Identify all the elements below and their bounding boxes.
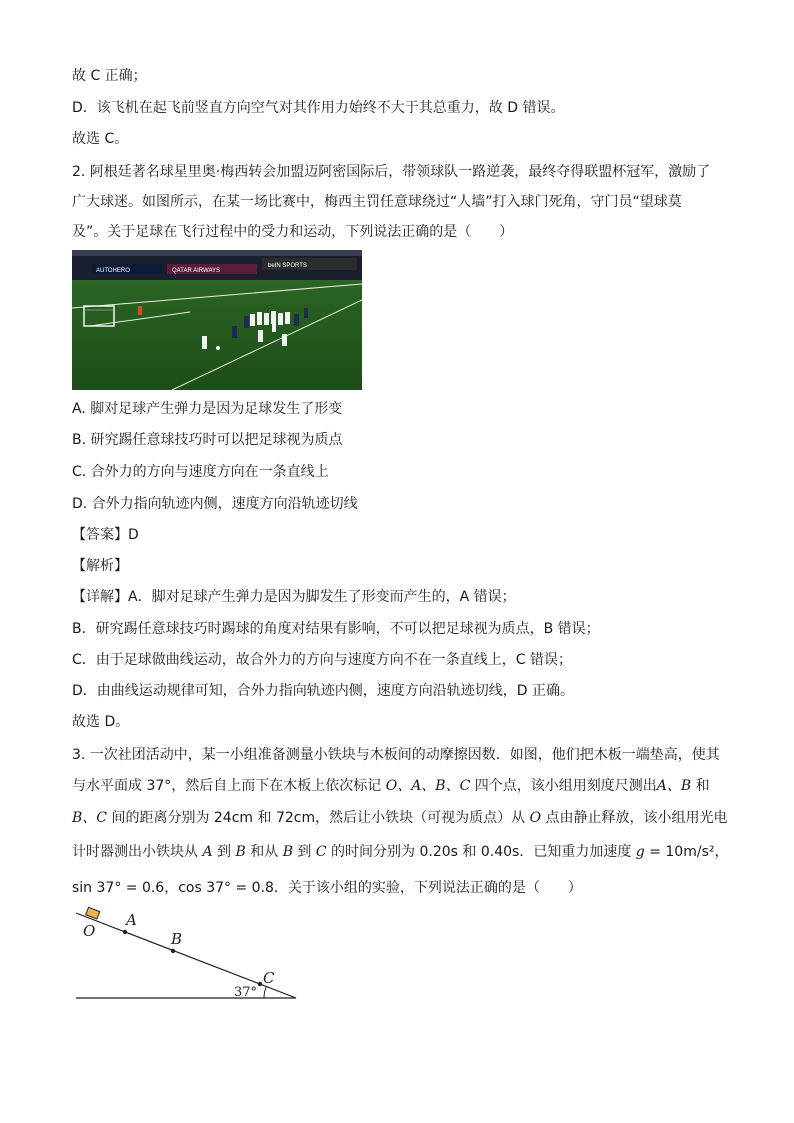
q2-option-b: B. 研究踢任意球技巧时可以把足球视为质点 [72, 432, 343, 448]
angle-arc [264, 987, 266, 998]
q2-stem-line-2: 广大球迷。如图所示，在某一场比赛中，梅西主罚任意球绕过“人墙”打入球门死角，守门员“望球莫 [72, 194, 682, 210]
ad-text-bein: beIN SPORTS [268, 263, 307, 269]
q3-line4-gravity-symbol: g [635, 844, 645, 860]
q3-line3-text-d: 点由静止释放，该小组用光电 [541, 810, 728, 826]
football-match-photo [72, 250, 362, 390]
q2-detail-d: D．由曲线运动规律可知，合外力指向轨迹内侧，速度方向沿轨迹切线，D 正确。 [72, 683, 575, 699]
label-a: A [126, 911, 137, 929]
q2-option-d: D. 合外力指向轨迹内侧，速度方向沿轨迹切线 [72, 496, 358, 512]
ad-text-qatar: QATAR AIRWAYS [172, 268, 221, 274]
q3-line2-text-c: 四个点，该小组用刻度尺测出 [470, 778, 657, 794]
point-b-dot [171, 949, 175, 953]
q3-line3-points-bc: B、C [72, 810, 107, 826]
q3-line3-point-o: O [529, 810, 542, 826]
label-b: B [171, 930, 183, 948]
point-a-dot [123, 930, 127, 934]
q3-stem-line-4 [72, 842, 728, 862]
q2-stem-line-3: 及”。关于足球在飞行过程中的受力和运动，下列说法正确的是（ ） [72, 224, 514, 240]
q3-line4-text-c: 到 [212, 844, 236, 860]
q3-line4-gravity-value: = 10m/s²， [644, 844, 729, 860]
crowd [72, 250, 362, 256]
q3-line2-text-e: 和 [691, 778, 710, 794]
q2-detail-c: C．由于足球做曲线运动，故合外力的方向与速度方向不在一条直线上，C 错误； [72, 652, 572, 668]
q3-stem-line-3 [72, 808, 728, 828]
angle-label: 37° [234, 985, 258, 1000]
q3-line4-text-g: 到 [292, 844, 316, 860]
q3-line4-point-b1: B [235, 844, 246, 860]
q2-conclusion: 故选 D。 [72, 714, 130, 730]
q3-line2-points: O、A、B、C [385, 778, 471, 794]
q3-stem-line-5: sin 37° = 0.6，cos 37° = 0.8．关于该小组的实验，下列说法正确的是（ ） [72, 880, 582, 896]
goalkeeper [138, 306, 142, 315]
label-o: O [83, 922, 96, 940]
q2-stem-line-1: 2. 阿根廷著名球星里奥·梅西转会加盟迈阿密国际后，带领球队一路逆袭，最终夺得联盟杯冠军，激励了 [72, 164, 711, 180]
q2-detail-a: 【详解】A．脚对足球产生弹力是因为脚发生了形变而产生的，A 错误； [72, 589, 516, 605]
q2-detail-b: B．研究踢任意球技巧时踢球的角度对结果有影响，不可以把足球视为质点，B 错误； [72, 621, 600, 637]
q2-option-c: C. 合外力的方向与速度方向在一条直线上 [72, 464, 329, 480]
football [216, 346, 220, 350]
prev-answer-choice: 故选 C。 [72, 131, 129, 147]
incline-diagram [72, 905, 302, 1005]
football-match-illustration [72, 250, 362, 390]
q2-option-a: A. 脚对足球产生弹力是因为足球发生了形变 [72, 401, 343, 417]
label-c: C [263, 969, 275, 987]
prev-option-d-explanation: D．该飞机在起飞前竖直方向空气对其作用力始终不大于其总重力，故 D 错误。 [72, 100, 565, 116]
q3-line4-text-e: 和从 [245, 844, 283, 860]
prev-conclusion-c: 故 C 正确； [72, 68, 147, 84]
ad-text-autohero: AUTOHERO [96, 268, 130, 274]
q3-line4-point-a: A [202, 844, 213, 860]
point-c-dot [258, 982, 262, 986]
q3-line4-point-c: C [315, 844, 327, 860]
q3-line3-text-b: 间的距离分别为 24cm 和 72cm，然后让小铁块（可视为质点）从 [107, 810, 530, 826]
q3-line4-text-i: 的时间分别为 0.20s 和 0.40s．已知重力加速度 [326, 844, 636, 860]
q3-line4-point-b2: B [282, 844, 293, 860]
q3-line2-text-a: 与水平面成 37°，然后自上而下在木板上依次标记 [72, 778, 386, 794]
q2-answer: 【答案】D [72, 527, 139, 543]
q3-line4-text-a: 计时器测出小铁块从 [72, 844, 203, 860]
q3-line2-points-ab: A、B [656, 778, 692, 794]
q2-analysis-heading: 【解析】 [72, 558, 128, 574]
q3-stem-line-2 [72, 776, 710, 796]
q3-stem-line-1: 3. 一次社团活动中，某一小组准备测量小铁块与木板间的动摩擦因数．如图，他们把木板一端垫高，使其 [72, 747, 720, 763]
